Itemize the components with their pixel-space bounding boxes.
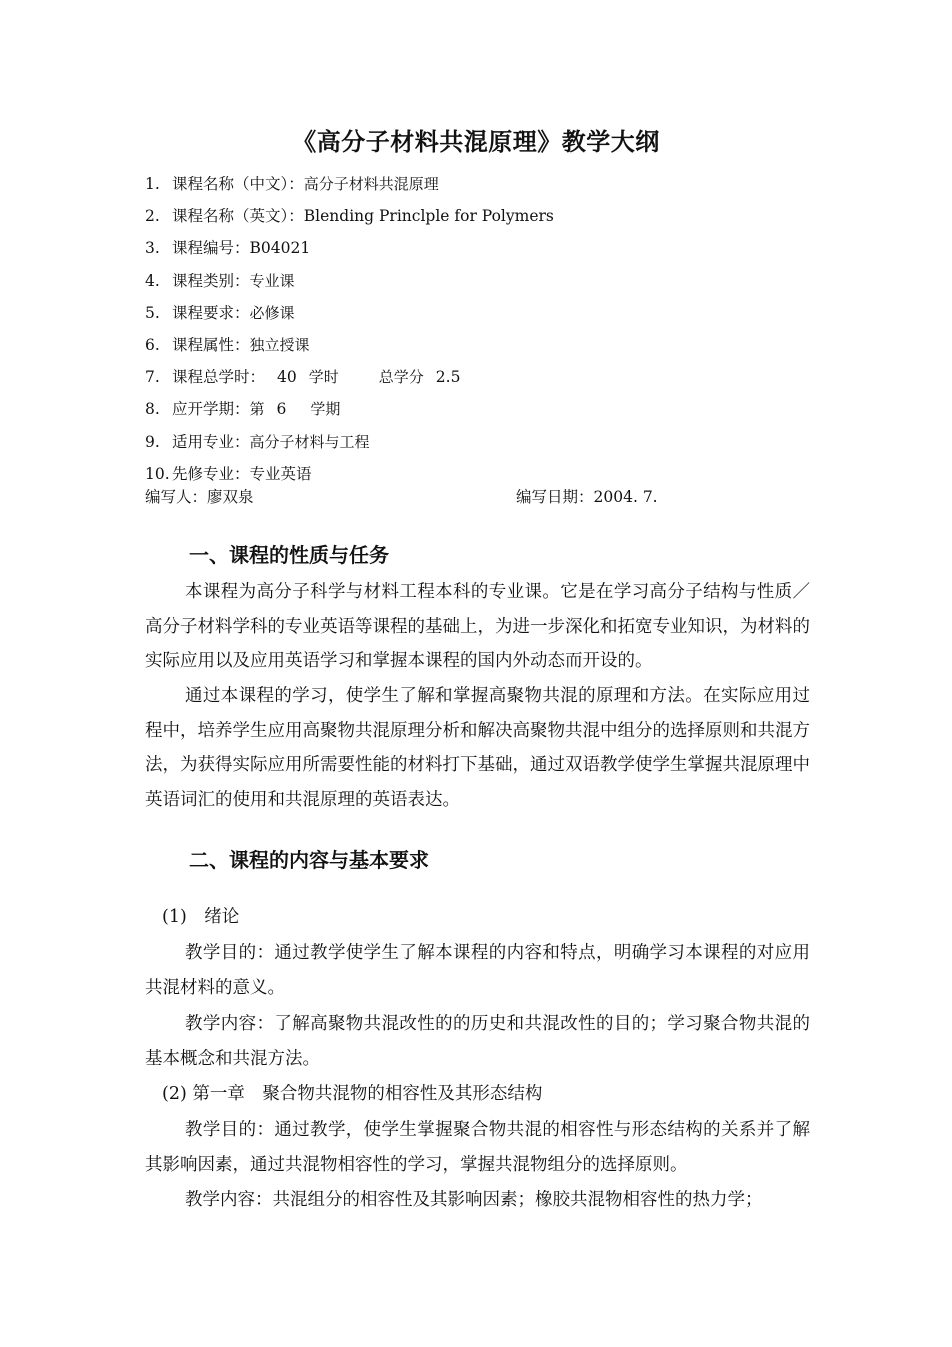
info-number: 9. (145, 432, 160, 451)
info-label: 课程总学时： (172, 368, 266, 387)
author-label: 编写人： (145, 488, 208, 506)
info-label: 适用专业： (172, 432, 250, 451)
author-value: 廖双泉 (207, 488, 254, 506)
info-number: 7. (145, 368, 160, 387)
info-label: 课程名称（英文）： (172, 207, 304, 226)
info-row-english-name (145, 200, 825, 232)
author-date-row (145, 483, 825, 511)
info-row-attribute (145, 329, 825, 361)
paragraph-ch1-content: 教学内容：共混组分的相容性及其影响因素；橡胶共混物相容性的热力学； (185, 1190, 763, 1210)
info-label: 应开学期： (172, 400, 250, 419)
info-row-hours (145, 361, 825, 393)
info-number: 1. (145, 175, 160, 193)
info-row-semester (145, 393, 825, 425)
semester-prefix: 第 (249, 400, 265, 419)
info-value: 必修课 (249, 303, 295, 322)
paragraph-intro-content: 教学内容：了解高聚物共混改性的的历史和共混改性的目的；学习聚合物共混的基本概念和共混方法。 (145, 1014, 810, 1069)
section-heading-nature: 一、课程的性质与任务 (189, 543, 389, 567)
chapter-title-intro: (1) 绪论 (162, 907, 240, 927)
info-value: 专业课 (249, 271, 295, 290)
info-number: 5. (145, 303, 160, 322)
info-label: 课程要求： (172, 303, 250, 322)
info-value: 高分子材料与工程 (249, 432, 370, 451)
date-label: 编写日期： (516, 488, 594, 506)
info-row-category (145, 265, 825, 297)
paragraph-intro-goal: 教学目的：通过教学使学生了解本课程的内容和特点，明确学习本课程的对应用共混材料的意义。 (145, 943, 810, 998)
date-value: 2004. 7. (593, 488, 658, 506)
info-row-requirement (145, 297, 825, 329)
course-info-list (145, 168, 825, 490)
info-number: 10. (145, 464, 170, 483)
info-row-major (145, 426, 825, 458)
info-value: Blending Princlple for Polymers (303, 207, 554, 226)
credit-label: 总学分 (378, 368, 424, 387)
info-value: 专业英语 (249, 464, 312, 483)
info-row-chinese-name (145, 168, 825, 200)
info-value: 独立授课 (249, 335, 310, 354)
info-number: 6. (145, 335, 160, 354)
hours-value: 40 (277, 368, 297, 387)
date-block (516, 483, 658, 511)
paragraph-nature-2: 通过本课程的学习，使学生了解和掌握高聚物共混的原理和方法。在实际应用过程中，培养学生应用高聚物共混原理分析和解决高聚物共混中组分的选择原则和共混方法，为获得实际应用所需要性能的材料打下基础，通过双语教学使学生掌握共混原理中英语词汇的使用和共混原理的英语表达。 (145, 686, 810, 810)
semester-suffix: 学期 (310, 400, 341, 419)
info-label: 课程属性： (172, 335, 250, 354)
info-value: B04021 (249, 239, 311, 258)
info-label: 课程类别： (172, 271, 250, 290)
info-number: 3. (145, 239, 160, 258)
info-number: 4. (145, 271, 160, 290)
section-heading-content: 二、课程的内容与基本要求 (189, 848, 429, 872)
hours-unit: 学时 (308, 368, 339, 387)
info-row-course-code (145, 232, 825, 264)
chapter-title-1: (2) 第一章 聚合物共混物的相容性及其形态结构 (162, 1084, 543, 1104)
info-number: 8. (145, 400, 160, 419)
info-label: 先修专业： (172, 464, 250, 483)
paragraph-ch1-goal: 教学目的：通过教学，使学生掌握聚合物共混的相容性与形态结构的关系并了解其影响因素，通过共混物相容性的学习，掌握共混物组分的选择原则。 (145, 1120, 810, 1175)
semester-value: 6 (276, 400, 287, 419)
info-number: 2. (145, 207, 160, 226)
paragraph-nature-1: 本课程为高分子科学与材料工程本科的专业课。它是在学习高分子结构与性质／高分子材料学科的专业英语等课程的基础上，为进一步深化和拓宽专业知识，为材料的实际应用以及应用英语学习和掌握本课程的国内外动态而开设的。 (145, 582, 810, 671)
document-title: 《高分子材料共混原理》教学大纲 (292, 128, 660, 156)
info-value: 高分子材料共混原理 (303, 175, 439, 193)
info-label: 课程名称（中文）： (172, 175, 304, 193)
credit-value: 2.5 (435, 368, 461, 387)
info-label: 课程编号： (172, 239, 250, 258)
